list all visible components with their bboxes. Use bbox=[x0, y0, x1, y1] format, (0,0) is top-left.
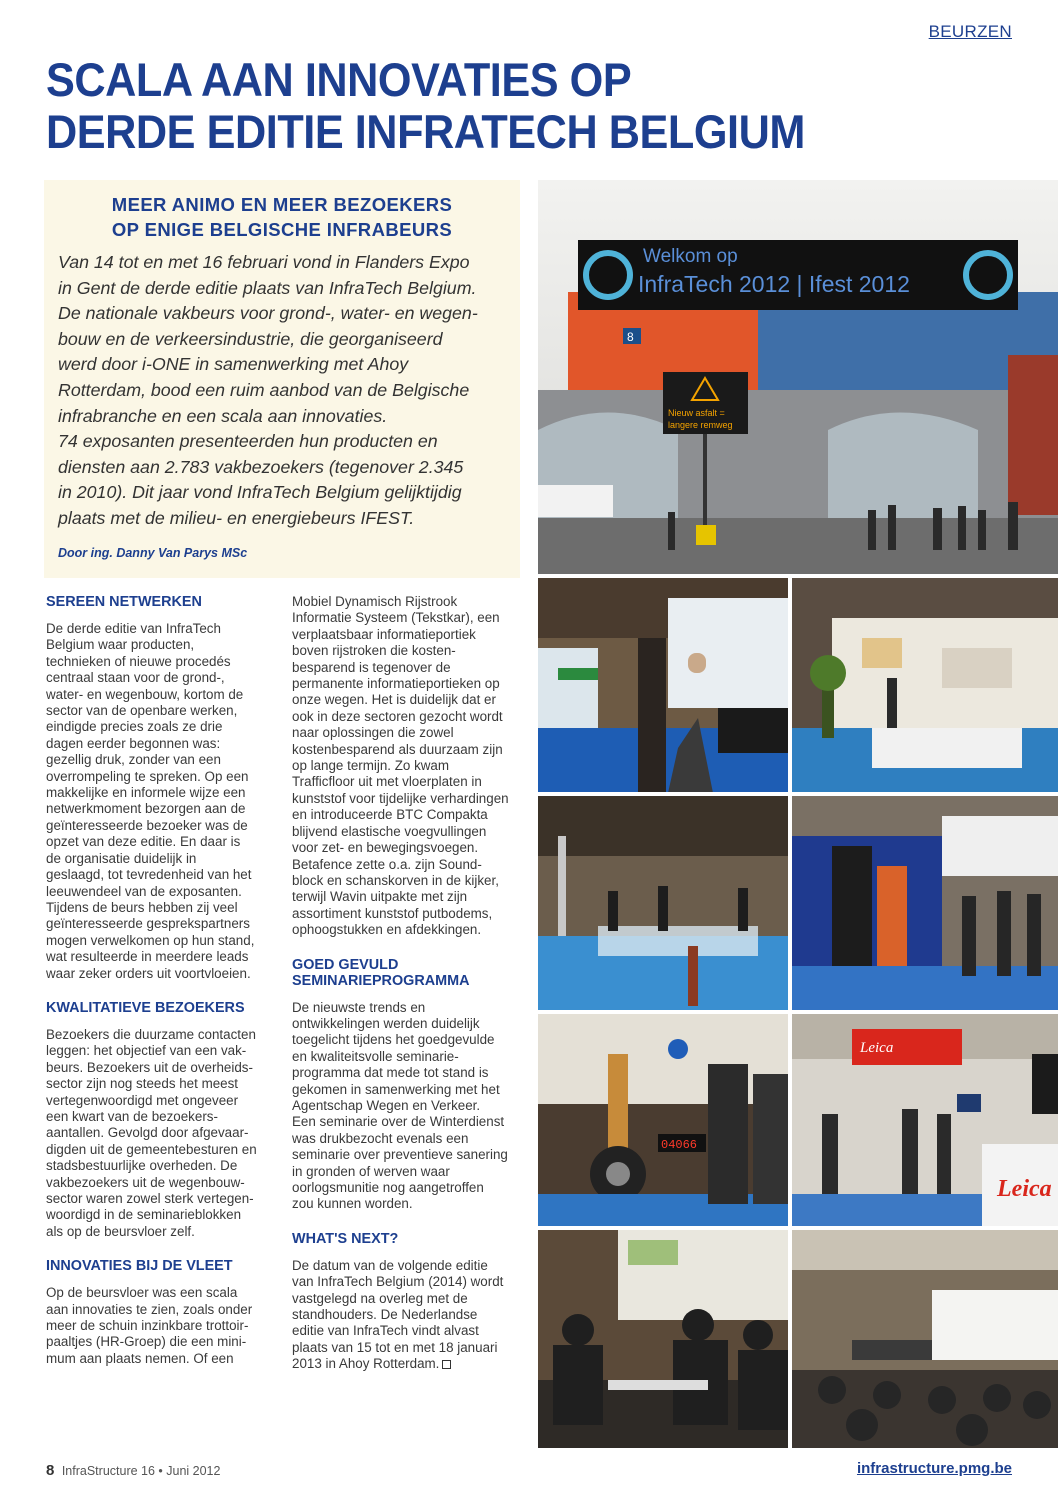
text-line: water- en wegenbouw, kortom de bbox=[46, 686, 244, 702]
photo-collage bbox=[538, 180, 1058, 1448]
intro-line: plaats met de milieu- en energiebeurs IFEST. bbox=[58, 507, 415, 528]
text-line: aantallen. Gevolgd door afgevaar- bbox=[46, 1125, 249, 1141]
text-line: ook in deze sectoren gezocht wordt bbox=[292, 708, 503, 724]
text-line: op lange termijn. Zo kwam bbox=[292, 758, 450, 774]
photo-stand-4 bbox=[792, 796, 1058, 1010]
text-line: mogen verwelkomen op hun stand, bbox=[46, 932, 255, 948]
text-line: Trafficfloor uit met vloerplaten in bbox=[292, 774, 482, 790]
text-line: netwerkmoment bezorgen aan de bbox=[46, 801, 246, 817]
text-line: opzet van deze editie. En daar is bbox=[46, 834, 241, 850]
warning-sign-line-1: Nieuw asfalt = bbox=[668, 408, 725, 418]
text-line: vastgelegd na overleg met de bbox=[292, 1290, 468, 1306]
subheading-sereen-netwerken: SEREEN NETWERKEN bbox=[46, 594, 202, 610]
text-line: beurs. Bezoekers uit de overheids- bbox=[46, 1059, 253, 1075]
text-line: Agentschap Wegen en Verkeer. bbox=[292, 1097, 481, 1113]
photo-seminar bbox=[792, 1230, 1058, 1448]
text-line: en introduceerde BTC Compakta bbox=[292, 807, 488, 823]
paragraph bbox=[292, 1000, 524, 1213]
text-line: oorlogsmunitie nog aangetroffen bbox=[292, 1180, 484, 1195]
text-line: meer de schuin inzinkbare trottoir- bbox=[46, 1318, 249, 1334]
byline: Door ing. Danny Van Parys MSc bbox=[58, 545, 248, 560]
intro-line: Van 14 tot en met 16 februari vond in Flanders Expo bbox=[58, 252, 470, 272]
text-line: dagen eerder begonnen was: bbox=[46, 735, 221, 751]
text-line: Tijdens de beurs hebben zij veel bbox=[46, 899, 238, 915]
section-tag: BEURZEN bbox=[928, 22, 1012, 41]
text-line: editie van InfraTech vindt alvast bbox=[292, 1323, 479, 1339]
intro-line: in Gent de derde editie plaats van InfraTech Belgium. bbox=[58, 277, 477, 298]
intro-line: 74 exposanten presenteerden hun producten en bbox=[58, 431, 438, 452]
text-line: technieken of nieuwe procedés bbox=[46, 653, 231, 669]
text-line: standhouders. De Nederlandse bbox=[292, 1307, 478, 1323]
text-line: digden uit de gemeentebesturen en bbox=[46, 1141, 257, 1157]
end-of-article-mark bbox=[442, 1360, 451, 1369]
text-line: besparend is tegenover de bbox=[292, 659, 451, 675]
text-line: in gronden of werven waar bbox=[292, 1163, 450, 1179]
subheading-whats-next: WHAT'S NEXT? bbox=[292, 1230, 399, 1247]
intro-title bbox=[58, 192, 506, 242]
text-line: sector zijn nog steeds het meest bbox=[46, 1076, 239, 1092]
text-line: woordigd in de seminarieblokken bbox=[46, 1207, 242, 1223]
paragraph bbox=[46, 1285, 268, 1367]
headline bbox=[46, 54, 911, 158]
text-line: zou kunnen worden. bbox=[292, 1196, 413, 1212]
text-line: Op de beursvloer was een scala bbox=[46, 1285, 238, 1301]
text-line: centraal staan voor de grond-, bbox=[46, 670, 225, 686]
article-column-1 bbox=[46, 594, 268, 1385]
subheading-line: SEMINARIEPROGRAMMA bbox=[292, 972, 470, 989]
photo-meeting bbox=[538, 1230, 788, 1448]
text-line: wat resulteerde in meerdere leads bbox=[46, 949, 249, 965]
article-column-2 bbox=[292, 594, 524, 1391]
paragraph-final bbox=[292, 1258, 524, 1373]
hall-number: 8 bbox=[627, 330, 634, 344]
intro-text bbox=[58, 250, 506, 532]
text-line: naar oplossingen die zowel bbox=[292, 725, 454, 741]
photo-stand-3 bbox=[538, 796, 788, 1010]
intro-title-line-2: OP ENIGE BELGISCHE INFRABEURS bbox=[111, 219, 453, 240]
text-line: van InfraTech Belgium (2014) wordt bbox=[292, 1274, 504, 1290]
text-line: stadsbestuurlijke overheden. De bbox=[46, 1158, 238, 1174]
intro-line: in 2010). Dit jaar vond InfraTech Belgium gelijktijdig bbox=[58, 482, 462, 503]
photo-stand-1 bbox=[538, 578, 788, 792]
footer-url[interactable]: infrastructure.pmg.be bbox=[856, 1460, 1012, 1477]
text-line: eindigde precies zoals ze drie bbox=[46, 719, 223, 735]
text-line: permanente informatieportieken op bbox=[292, 676, 500, 692]
text-line: toegelicht tijdens het goedgevulde bbox=[292, 1032, 495, 1048]
subheading-goed-gevuld bbox=[292, 957, 524, 989]
paragraph bbox=[46, 621, 268, 982]
text-line: paaltjes (HR-Groep) die een mini- bbox=[46, 1334, 247, 1350]
subheading-innovaties-bij-de-vleet: INNOVATIES BIJ DE VLEET bbox=[46, 1258, 233, 1275]
text-line: terwijl Wavin uitpakte met zijn bbox=[292, 889, 468, 905]
text-line: vakbezoekers uit de wegenbouw- bbox=[46, 1174, 245, 1190]
leica-logo-text-1: Leica bbox=[860, 1040, 894, 1056]
text-line: verplaatsbaar informatieportiek bbox=[292, 626, 476, 642]
text-line: gekomen in samenwerking met het bbox=[292, 1081, 500, 1097]
photo-stand-2 bbox=[792, 578, 1058, 792]
intro-line: bouw en de verkeersindustrie, die georganiseerd bbox=[58, 328, 443, 349]
text-line: geslaagd, tot tevredenheid van het bbox=[46, 867, 252, 883]
text-line: seminarie over preventieve sanering bbox=[292, 1147, 508, 1163]
paragraph bbox=[46, 1027, 268, 1240]
text-line: gezellig druk, zonder van een bbox=[46, 752, 221, 768]
text-line: vertegenwoordigd met ongeveer bbox=[46, 1092, 239, 1108]
text-line: makkelijke en informele wijze een bbox=[46, 785, 246, 801]
photo-stand-5 bbox=[538, 1014, 788, 1226]
paragraph bbox=[292, 594, 524, 939]
leica-logo-text-2: Leica bbox=[997, 1176, 1052, 1202]
text-line: kostenbesparend als duurzaam zijn bbox=[292, 741, 503, 757]
text-line: mum aan plaats nemen. Of een bbox=[46, 1350, 234, 1366]
text-line: Betafence zette o.a. zijn Sound- bbox=[292, 856, 482, 872]
text-line: als op de beursvloer zelf. bbox=[46, 1223, 195, 1239]
text-line: ontwikkelingen werden duidelijk bbox=[292, 1015, 480, 1031]
text-line: blijvend elastische voegvullingen bbox=[292, 823, 487, 839]
text-line: De nieuwste trends en bbox=[292, 999, 426, 1015]
warning-sign-line-2: langere remweg bbox=[668, 420, 733, 430]
intro-line: werd door i-ONE in samenwerking met Ahoy bbox=[58, 354, 409, 375]
subheading-line: GOED GEVULD bbox=[292, 956, 399, 973]
subheading-kwalitatieve-bezoekers: KWALITATIEVE BEZOEKERS bbox=[46, 999, 245, 1016]
sign-text-event: InfraTech 2012 | Ifest 2012 bbox=[638, 271, 910, 297]
text-line: 2013 in Ahoy Rotterdam. bbox=[292, 1356, 524, 1372]
text-line: Mobiel Dynamisch Rijstrook bbox=[292, 594, 458, 609]
intro-line: diensten aan 2.783 vakbezoekers (tegenover 2.345 bbox=[58, 456, 464, 477]
intro-line: infrabranche en een scala aan innovaties. bbox=[58, 405, 388, 426]
text-line: een kwart van de bezoekers- bbox=[46, 1108, 218, 1124]
text-line: plaats van 15 tot en met 18 januari bbox=[292, 1339, 498, 1355]
intro-line: Rotterdam, bood een ruim aanbod van de Belgische bbox=[58, 379, 470, 400]
text-line: sector waren zowel sterk vertegen- bbox=[46, 1191, 254, 1206]
text-line: geïnteresseerde gesprekspartners bbox=[46, 916, 250, 932]
text-line: De datum van de volgende editie bbox=[292, 1257, 488, 1273]
text-line: boven rijstroken die kosten- bbox=[292, 643, 456, 659]
text-line: Een seminarie over de Winterdienst bbox=[292, 1114, 505, 1130]
magazine-issue: InfraStructure 16 • Juni 2012 bbox=[61, 1464, 221, 1478]
text-line: Bezoekers die duurzame contacten bbox=[46, 1026, 256, 1042]
text-line: leeuwendeel van de exposanten. bbox=[46, 883, 242, 899]
text-line: geïnteresseerde bezoeker was de bbox=[46, 817, 248, 833]
text-line: was drukbezocht evenals een bbox=[292, 1130, 469, 1146]
text-line: programma dat mede tot stand is bbox=[292, 1065, 489, 1081]
text-line: waar zeker orders uit voortvloeien. bbox=[46, 965, 251, 981]
headline-line-2: DERDE EDITIE INFRATECH BELGIUM bbox=[46, 105, 805, 158]
text-line: de organisatie duidelijk in bbox=[46, 850, 197, 866]
intro-line: De nationale vakbeurs voor grond-, water- en wegen- bbox=[58, 303, 478, 324]
footer-left bbox=[46, 1462, 220, 1479]
text-line: kunststof voor tijdelijke verhardingen bbox=[292, 790, 509, 806]
text-line: ophoogstukken en afdekkingen. bbox=[292, 922, 482, 938]
counter-display: 04066 bbox=[661, 1138, 698, 1152]
photo-entrance bbox=[538, 180, 1058, 574]
page-number: 8 bbox=[46, 1462, 55, 1479]
text-line: overrompeling te spreken. Op een bbox=[46, 768, 249, 784]
text-line: onze wegen. Het is duidelijk dat er bbox=[292, 692, 496, 708]
text-line: De derde editie van InfraTech bbox=[46, 621, 221, 636]
headline-line-1: SCALA AAN INNOVATIES OP bbox=[46, 53, 632, 106]
text-line: aan innovaties te zien, zoals onder bbox=[46, 1301, 253, 1317]
text-line: voor zet- en bewegingsvoegen. bbox=[292, 840, 479, 856]
intro-title-line-1: MEER ANIMO EN MEER BEZOEKERS bbox=[111, 194, 453, 215]
photo-stand-leica bbox=[792, 1014, 1058, 1226]
text-line: en kwaliteitsvolle seminarie- bbox=[292, 1048, 459, 1064]
text-line: Informatie Systeem (Tekstkar), een bbox=[292, 610, 500, 626]
intro-box bbox=[44, 180, 520, 578]
text-line: sector van de openbare werken, bbox=[46, 703, 238, 719]
sign-text-welcome: Welkom op bbox=[643, 246, 738, 267]
text-line: Belgium waar producten, bbox=[46, 637, 195, 653]
text-line: assortiment kunststof putbodems, bbox=[292, 905, 493, 921]
text-line: block en schanskorven in de kijker, bbox=[292, 872, 499, 888]
text-line: leggen: het objectief van een vak- bbox=[46, 1043, 247, 1059]
